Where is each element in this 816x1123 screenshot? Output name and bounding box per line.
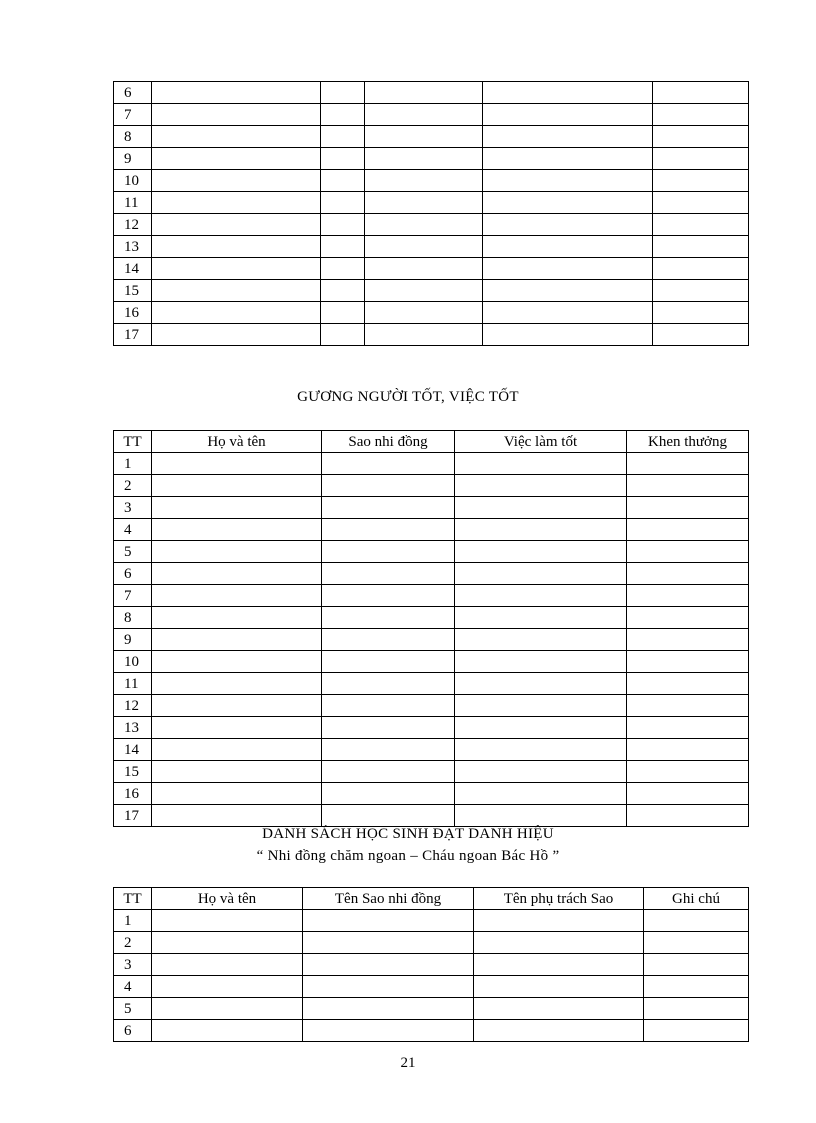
empty-cell bbox=[322, 607, 455, 629]
empty-cell bbox=[483, 104, 653, 126]
table-row bbox=[114, 170, 749, 192]
row-number: 12 bbox=[114, 214, 152, 236]
empty-cell bbox=[152, 998, 303, 1020]
empty-cell bbox=[152, 585, 322, 607]
empty-cell bbox=[321, 126, 365, 148]
empty-cell bbox=[483, 192, 653, 214]
empty-cell bbox=[653, 170, 749, 192]
empty-cell bbox=[455, 783, 627, 805]
honor-list-table bbox=[113, 887, 749, 1042]
empty-cell bbox=[152, 695, 322, 717]
row-number: 1 bbox=[114, 453, 152, 475]
empty-cell bbox=[455, 541, 627, 563]
header-star-name: Tên Sao nhi đồng bbox=[303, 888, 474, 910]
table-row bbox=[114, 739, 749, 761]
empty-cell bbox=[644, 1020, 749, 1042]
empty-cell bbox=[365, 214, 483, 236]
empty-cell bbox=[653, 214, 749, 236]
empty-cell bbox=[627, 651, 749, 673]
empty-cell bbox=[455, 497, 627, 519]
empty-cell bbox=[474, 998, 644, 1020]
table-row bbox=[114, 497, 749, 519]
row-number: 16 bbox=[114, 302, 152, 324]
row-number: 17 bbox=[114, 324, 152, 346]
empty-cell bbox=[152, 214, 321, 236]
empty-cell bbox=[455, 563, 627, 585]
empty-cell bbox=[303, 976, 474, 998]
header-leader-name: Tên phụ trách Sao bbox=[474, 888, 644, 910]
table-row bbox=[114, 324, 749, 346]
empty-cell bbox=[455, 585, 627, 607]
empty-cell bbox=[474, 910, 644, 932]
empty-cell bbox=[321, 192, 365, 214]
table-row bbox=[114, 475, 749, 497]
table-row bbox=[114, 82, 749, 104]
table-row bbox=[114, 695, 749, 717]
empty-cell bbox=[152, 236, 321, 258]
empty-cell bbox=[152, 497, 322, 519]
empty-cell bbox=[455, 629, 627, 651]
header-note: Ghi chú bbox=[644, 888, 749, 910]
row-number: 17 bbox=[114, 805, 152, 827]
empty-cell bbox=[152, 541, 322, 563]
list-subtitle: “ Nhi đồng chăm ngoan – Cháu ngoan Bác Hồ ” bbox=[256, 848, 560, 864]
table-row bbox=[114, 453, 749, 475]
empty-cell bbox=[483, 302, 653, 324]
row-number: 13 bbox=[114, 236, 152, 258]
row-number: 14 bbox=[114, 258, 152, 280]
row-number: 2 bbox=[114, 475, 152, 497]
empty-cell bbox=[455, 475, 627, 497]
row-number: 15 bbox=[114, 280, 152, 302]
empty-cell bbox=[483, 324, 653, 346]
table-row bbox=[114, 607, 749, 629]
empty-cell bbox=[322, 519, 455, 541]
empty-cell bbox=[303, 1020, 474, 1042]
empty-cell bbox=[365, 192, 483, 214]
row-number: 16 bbox=[114, 783, 152, 805]
table-row bbox=[114, 258, 749, 280]
empty-cell bbox=[152, 280, 321, 302]
empty-cell bbox=[653, 236, 749, 258]
empty-cell bbox=[627, 717, 749, 739]
empty-cell bbox=[321, 324, 365, 346]
empty-cell bbox=[152, 475, 322, 497]
row-number: 1 bbox=[114, 910, 152, 932]
table-row bbox=[114, 126, 749, 148]
row-number: 13 bbox=[114, 717, 152, 739]
empty-cell bbox=[627, 695, 749, 717]
empty-cell bbox=[483, 280, 653, 302]
empty-cell bbox=[483, 148, 653, 170]
row-number: 4 bbox=[114, 976, 152, 998]
empty-cell bbox=[365, 280, 483, 302]
empty-cell bbox=[455, 739, 627, 761]
empty-cell bbox=[627, 563, 749, 585]
empty-cell bbox=[321, 258, 365, 280]
row-number: 15 bbox=[114, 761, 152, 783]
empty-cell bbox=[455, 761, 627, 783]
row-number: 6 bbox=[114, 1020, 152, 1042]
empty-cell bbox=[644, 998, 749, 1020]
table-row bbox=[114, 302, 749, 324]
section-title: GƯƠNG NGƯỜI TỐT, VIỆC TỐT bbox=[297, 389, 519, 405]
empty-cell bbox=[152, 104, 321, 126]
empty-cell bbox=[627, 585, 749, 607]
empty-cell bbox=[474, 1020, 644, 1042]
empty-cell bbox=[455, 673, 627, 695]
empty-cell bbox=[455, 717, 627, 739]
table-header-row bbox=[114, 431, 749, 453]
row-number: 11 bbox=[114, 192, 152, 214]
empty-cell bbox=[474, 932, 644, 954]
row-number: 5 bbox=[114, 998, 152, 1020]
row-number: 6 bbox=[114, 563, 152, 585]
header-name: Họ và tên bbox=[152, 431, 322, 453]
empty-cell bbox=[455, 651, 627, 673]
row-number: 14 bbox=[114, 739, 152, 761]
table-row bbox=[114, 717, 749, 739]
header-reward: Khen thưởng bbox=[627, 431, 749, 453]
empty-cell bbox=[627, 519, 749, 541]
row-number: 10 bbox=[114, 170, 152, 192]
good-deeds-table bbox=[113, 430, 749, 827]
empty-cell bbox=[321, 104, 365, 126]
empty-cell bbox=[365, 258, 483, 280]
empty-cell bbox=[365, 104, 483, 126]
empty-cell bbox=[322, 629, 455, 651]
empty-cell bbox=[627, 475, 749, 497]
empty-cell bbox=[321, 280, 365, 302]
empty-cell bbox=[627, 541, 749, 563]
header-name: Họ và tên bbox=[152, 888, 303, 910]
empty-cell bbox=[321, 170, 365, 192]
empty-cell bbox=[627, 783, 749, 805]
row-number: 8 bbox=[114, 126, 152, 148]
empty-cell bbox=[152, 976, 303, 998]
header-star-group: Sao nhi đồng bbox=[322, 431, 455, 453]
table-row bbox=[114, 148, 749, 170]
table-row bbox=[114, 910, 749, 932]
empty-cell bbox=[152, 932, 303, 954]
table-row bbox=[114, 214, 749, 236]
empty-cell bbox=[152, 170, 321, 192]
table-row bbox=[114, 1020, 749, 1042]
header-good-deed: Việc làm tốt bbox=[455, 431, 627, 453]
empty-cell bbox=[483, 170, 653, 192]
table-row bbox=[114, 280, 749, 302]
empty-cell bbox=[365, 170, 483, 192]
empty-cell bbox=[322, 563, 455, 585]
empty-cell bbox=[152, 629, 322, 651]
empty-cell bbox=[483, 82, 653, 104]
empty-cell bbox=[152, 673, 322, 695]
empty-cell bbox=[483, 126, 653, 148]
empty-cell bbox=[303, 954, 474, 976]
table-row bbox=[114, 585, 749, 607]
table-row bbox=[114, 998, 749, 1020]
table-row bbox=[114, 932, 749, 954]
empty-cell bbox=[455, 453, 627, 475]
empty-cell bbox=[322, 673, 455, 695]
empty-cell bbox=[152, 453, 322, 475]
table-row bbox=[114, 783, 749, 805]
empty-cell bbox=[152, 82, 321, 104]
row-number: 9 bbox=[114, 629, 152, 651]
empty-cell bbox=[455, 695, 627, 717]
empty-cell bbox=[152, 783, 322, 805]
empty-cell bbox=[303, 910, 474, 932]
empty-cell bbox=[152, 954, 303, 976]
empty-cell bbox=[644, 910, 749, 932]
empty-cell bbox=[152, 651, 322, 673]
row-number: 9 bbox=[114, 148, 152, 170]
table-row bbox=[114, 541, 749, 563]
empty-cell bbox=[644, 932, 749, 954]
empty-cell bbox=[653, 192, 749, 214]
table-row bbox=[114, 192, 749, 214]
row-number: 11 bbox=[114, 673, 152, 695]
table-row bbox=[114, 563, 749, 585]
empty-cell bbox=[627, 761, 749, 783]
table-row bbox=[114, 673, 749, 695]
empty-cell bbox=[653, 302, 749, 324]
empty-cell bbox=[627, 453, 749, 475]
empty-cell bbox=[653, 126, 749, 148]
table-row bbox=[114, 651, 749, 673]
empty-cell bbox=[483, 258, 653, 280]
row-number: 7 bbox=[114, 585, 152, 607]
table-row bbox=[114, 236, 749, 258]
empty-cell bbox=[152, 563, 322, 585]
empty-cell bbox=[152, 717, 322, 739]
row-number: 3 bbox=[114, 497, 152, 519]
empty-cell bbox=[483, 236, 653, 258]
empty-cell bbox=[152, 192, 321, 214]
empty-cell bbox=[322, 585, 455, 607]
empty-cell bbox=[627, 739, 749, 761]
table-row bbox=[114, 104, 749, 126]
empty-cell bbox=[653, 82, 749, 104]
row-number: 4 bbox=[114, 519, 152, 541]
empty-cell bbox=[653, 280, 749, 302]
header-tt: TT bbox=[114, 431, 152, 453]
empty-cell bbox=[322, 783, 455, 805]
row-number: 7 bbox=[114, 104, 152, 126]
empty-cell bbox=[483, 214, 653, 236]
table-row bbox=[114, 629, 749, 651]
empty-cell bbox=[152, 761, 322, 783]
empty-cell bbox=[365, 82, 483, 104]
empty-cell bbox=[627, 629, 749, 651]
empty-cell bbox=[653, 148, 749, 170]
empty-cell bbox=[365, 148, 483, 170]
empty-cell bbox=[321, 82, 365, 104]
list-title: DANH SÁCH HỌC SINH ĐẠT DANH HIỆU bbox=[262, 826, 554, 842]
empty-cell bbox=[322, 497, 455, 519]
empty-cell bbox=[152, 148, 321, 170]
empty-cell bbox=[152, 126, 321, 148]
table-row bbox=[114, 954, 749, 976]
empty-cell bbox=[322, 475, 455, 497]
empty-cell bbox=[365, 126, 483, 148]
empty-cell bbox=[474, 954, 644, 976]
table-header-row bbox=[114, 888, 749, 910]
empty-cell bbox=[322, 717, 455, 739]
empty-cell bbox=[152, 1020, 303, 1042]
row-number: 12 bbox=[114, 695, 152, 717]
empty-cell bbox=[322, 695, 455, 717]
row-number: 3 bbox=[114, 954, 152, 976]
table-row bbox=[114, 519, 749, 541]
empty-cell bbox=[152, 519, 322, 541]
empty-cell bbox=[365, 324, 483, 346]
empty-cell bbox=[365, 302, 483, 324]
empty-cell bbox=[152, 302, 321, 324]
empty-cell bbox=[627, 673, 749, 695]
empty-cell bbox=[321, 148, 365, 170]
empty-cell bbox=[365, 236, 483, 258]
row-number: 8 bbox=[114, 607, 152, 629]
continued-table bbox=[113, 81, 749, 346]
empty-cell bbox=[321, 236, 365, 258]
empty-cell bbox=[322, 541, 455, 563]
empty-cell bbox=[322, 453, 455, 475]
empty-cell bbox=[322, 761, 455, 783]
page-number: 21 bbox=[400, 1055, 416, 1071]
empty-cell bbox=[152, 910, 303, 932]
empty-cell bbox=[152, 258, 321, 280]
empty-cell bbox=[455, 519, 627, 541]
empty-cell bbox=[322, 651, 455, 673]
empty-cell bbox=[321, 214, 365, 236]
header-tt: TT bbox=[114, 888, 152, 910]
empty-cell bbox=[303, 998, 474, 1020]
empty-cell bbox=[627, 497, 749, 519]
empty-cell bbox=[322, 739, 455, 761]
empty-cell bbox=[152, 739, 322, 761]
empty-cell bbox=[644, 954, 749, 976]
row-number: 5 bbox=[114, 541, 152, 563]
table-row bbox=[114, 976, 749, 998]
empty-cell bbox=[152, 607, 322, 629]
empty-cell bbox=[653, 324, 749, 346]
empty-cell bbox=[152, 324, 321, 346]
empty-cell bbox=[474, 976, 644, 998]
row-number: 10 bbox=[114, 651, 152, 673]
empty-cell bbox=[627, 607, 749, 629]
empty-cell bbox=[653, 258, 749, 280]
empty-cell bbox=[321, 302, 365, 324]
empty-cell bbox=[303, 932, 474, 954]
empty-cell bbox=[644, 976, 749, 998]
empty-cell bbox=[653, 104, 749, 126]
table-row bbox=[114, 761, 749, 783]
row-number: 6 bbox=[114, 82, 152, 104]
empty-cell bbox=[455, 607, 627, 629]
row-number: 2 bbox=[114, 932, 152, 954]
